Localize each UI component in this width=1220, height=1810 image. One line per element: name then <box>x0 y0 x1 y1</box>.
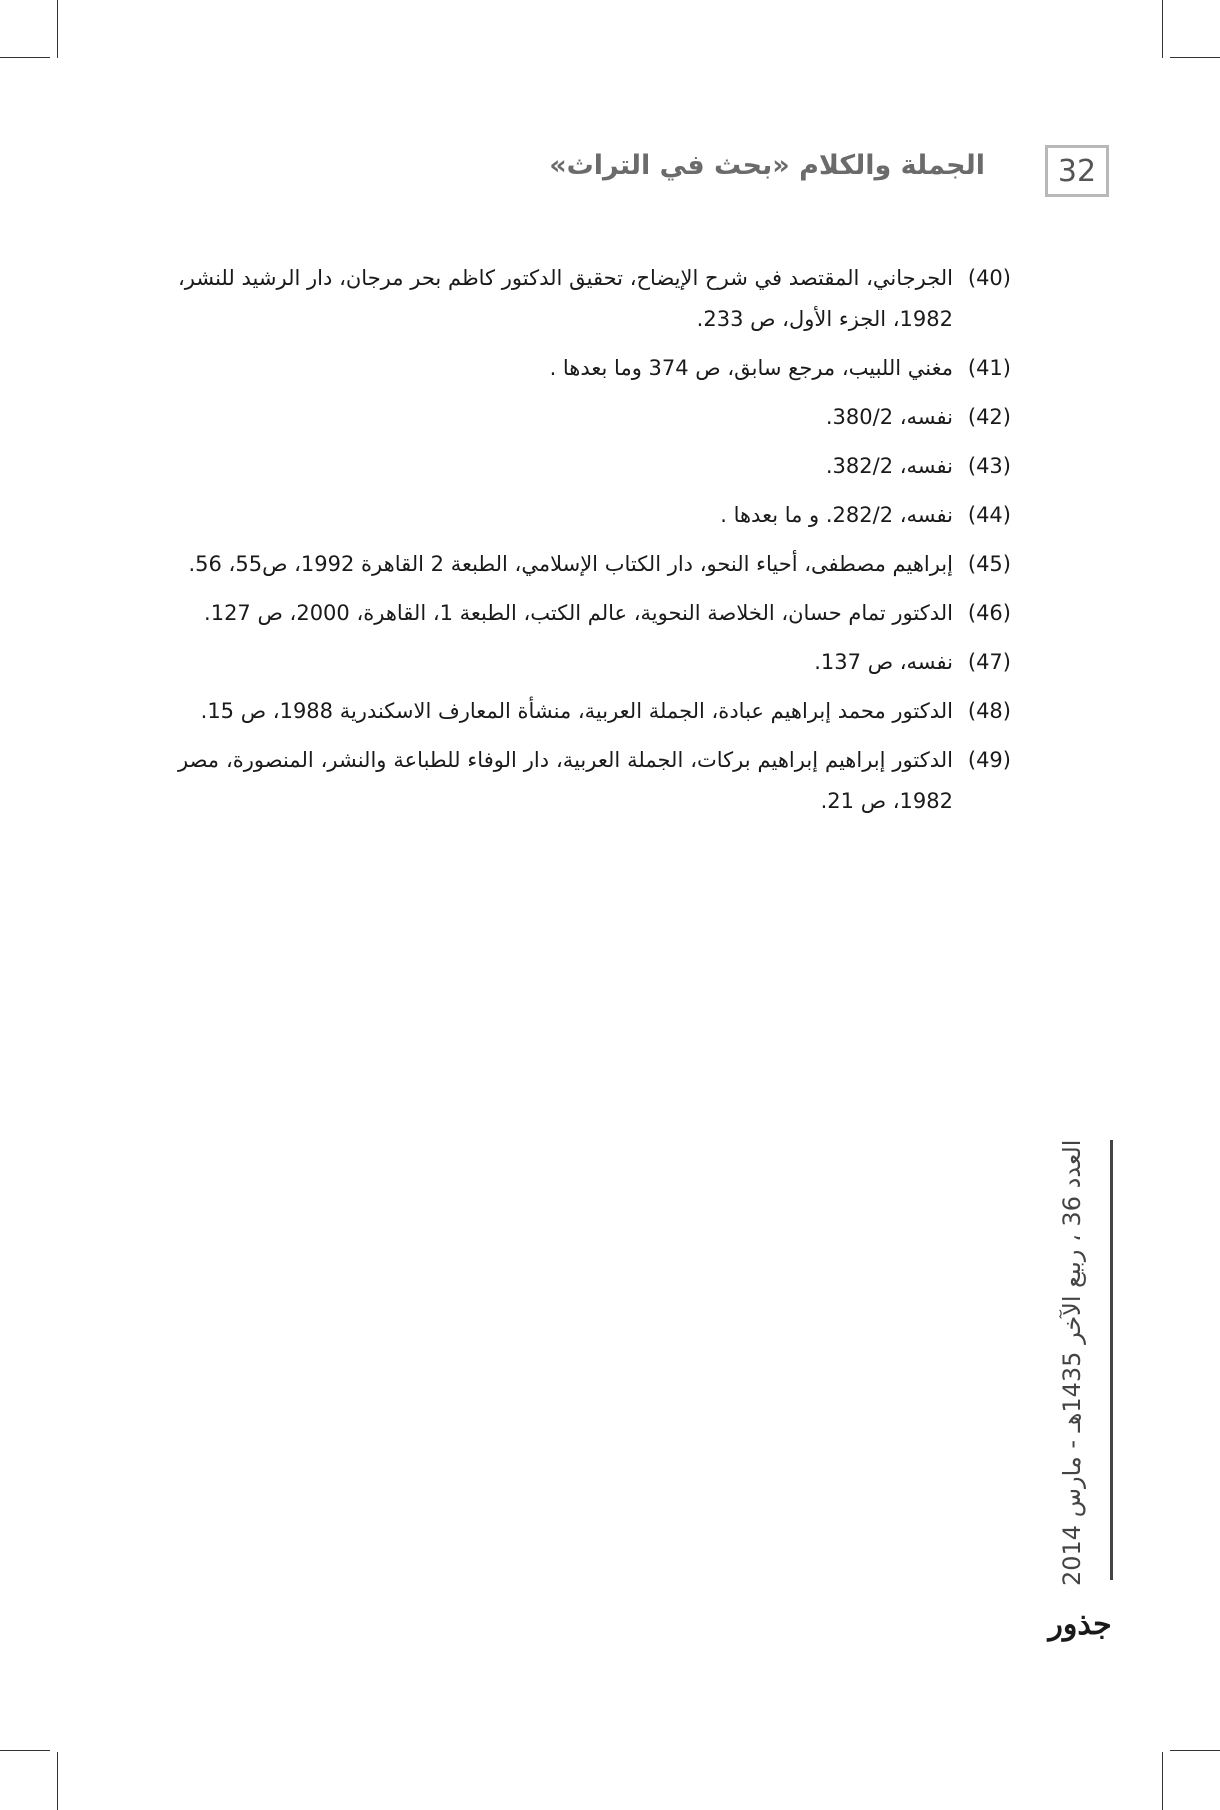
footnote-number: (41) <box>967 356 1011 380</box>
footnote-number: (42) <box>967 405 1011 429</box>
footnote-text: الدكتور تمام حسان، الخلاصة النحوية، عالم الكتب، الطبعة 1، القاهرة، 2000، ص 127. <box>204 601 953 625</box>
crop-mark <box>1162 0 1163 58</box>
footnote <box>178 495 1011 536</box>
crop-mark <box>0 1750 50 1751</box>
footnote <box>178 593 1011 634</box>
footnote-number: (40) <box>967 266 1011 290</box>
footnote-number: (44) <box>967 503 1011 527</box>
page-number: 32 <box>1045 145 1109 197</box>
issue-info: العدد 36 ، ربيع الآخر 1435هـ - مارس 2014 <box>1058 1140 1086 1587</box>
footnote <box>178 397 1011 438</box>
footnote-text: الدكتور محمد إبراهيم عبادة، الجملة العربية، منشأة المعارف الاسكندرية 1988، ص 15. <box>200 699 953 723</box>
running-title: الجملة والكلام «بحث في التراث» <box>549 150 985 181</box>
footnote-number: (47) <box>967 650 1011 674</box>
crop-mark <box>1162 1752 1163 1810</box>
crop-mark <box>57 1752 58 1810</box>
footnote <box>178 544 1011 585</box>
footnote <box>178 348 1011 389</box>
footnote <box>178 258 1011 340</box>
footnotes-list <box>178 258 1011 830</box>
footnote-text: الجرجاني، المقتصد في شرح الإيضاح، تحقيق الدكتور كاظم بحر مرجان، دار الرشيد للنشر، 1982، الجزء الأول، ص 233. <box>178 266 953 331</box>
crop-mark <box>0 57 50 58</box>
side-divider <box>1110 1140 1113 1580</box>
footnote <box>178 446 1011 487</box>
crop-mark <box>1170 1750 1220 1751</box>
footnote-text: نفسه، 380/2. <box>825 405 953 429</box>
footnote-text: نفسه، ص 137. <box>814 650 953 674</box>
journal-logo: جذور <box>1048 1607 1112 1642</box>
footnote-text: نفسه، 382/2. <box>825 454 953 478</box>
footnote <box>178 740 1011 822</box>
crop-mark <box>57 0 58 58</box>
footnote-number: (49) <box>967 748 1011 772</box>
footnote-text: إبراهيم مصطفى، أحياء النحو، دار الكتاب الإسلامي، الطبعة 2 القاهرة 1992، ص55، 56. <box>188 552 953 576</box>
crop-mark <box>1170 57 1220 58</box>
footnote-number: (43) <box>967 454 1011 478</box>
footnote-text: نفسه، 282/2. و ما بعدها . <box>720 503 953 527</box>
footnote-number: (45) <box>967 552 1011 576</box>
footnote-text: مغني اللبيب، مرجع سابق، ص 374 وما بعدها . <box>549 356 953 380</box>
footnote-text: الدكتور إبراهيم إبراهيم بركات، الجملة العربية، دار الوفاء للطباعة والنشر، المنصورة، مصر 1982، ص 21. <box>178 748 953 813</box>
footnote <box>178 691 1011 732</box>
footnote-number: (46) <box>967 601 1011 625</box>
footnote-number: (48) <box>967 699 1011 723</box>
footnote <box>178 642 1011 683</box>
